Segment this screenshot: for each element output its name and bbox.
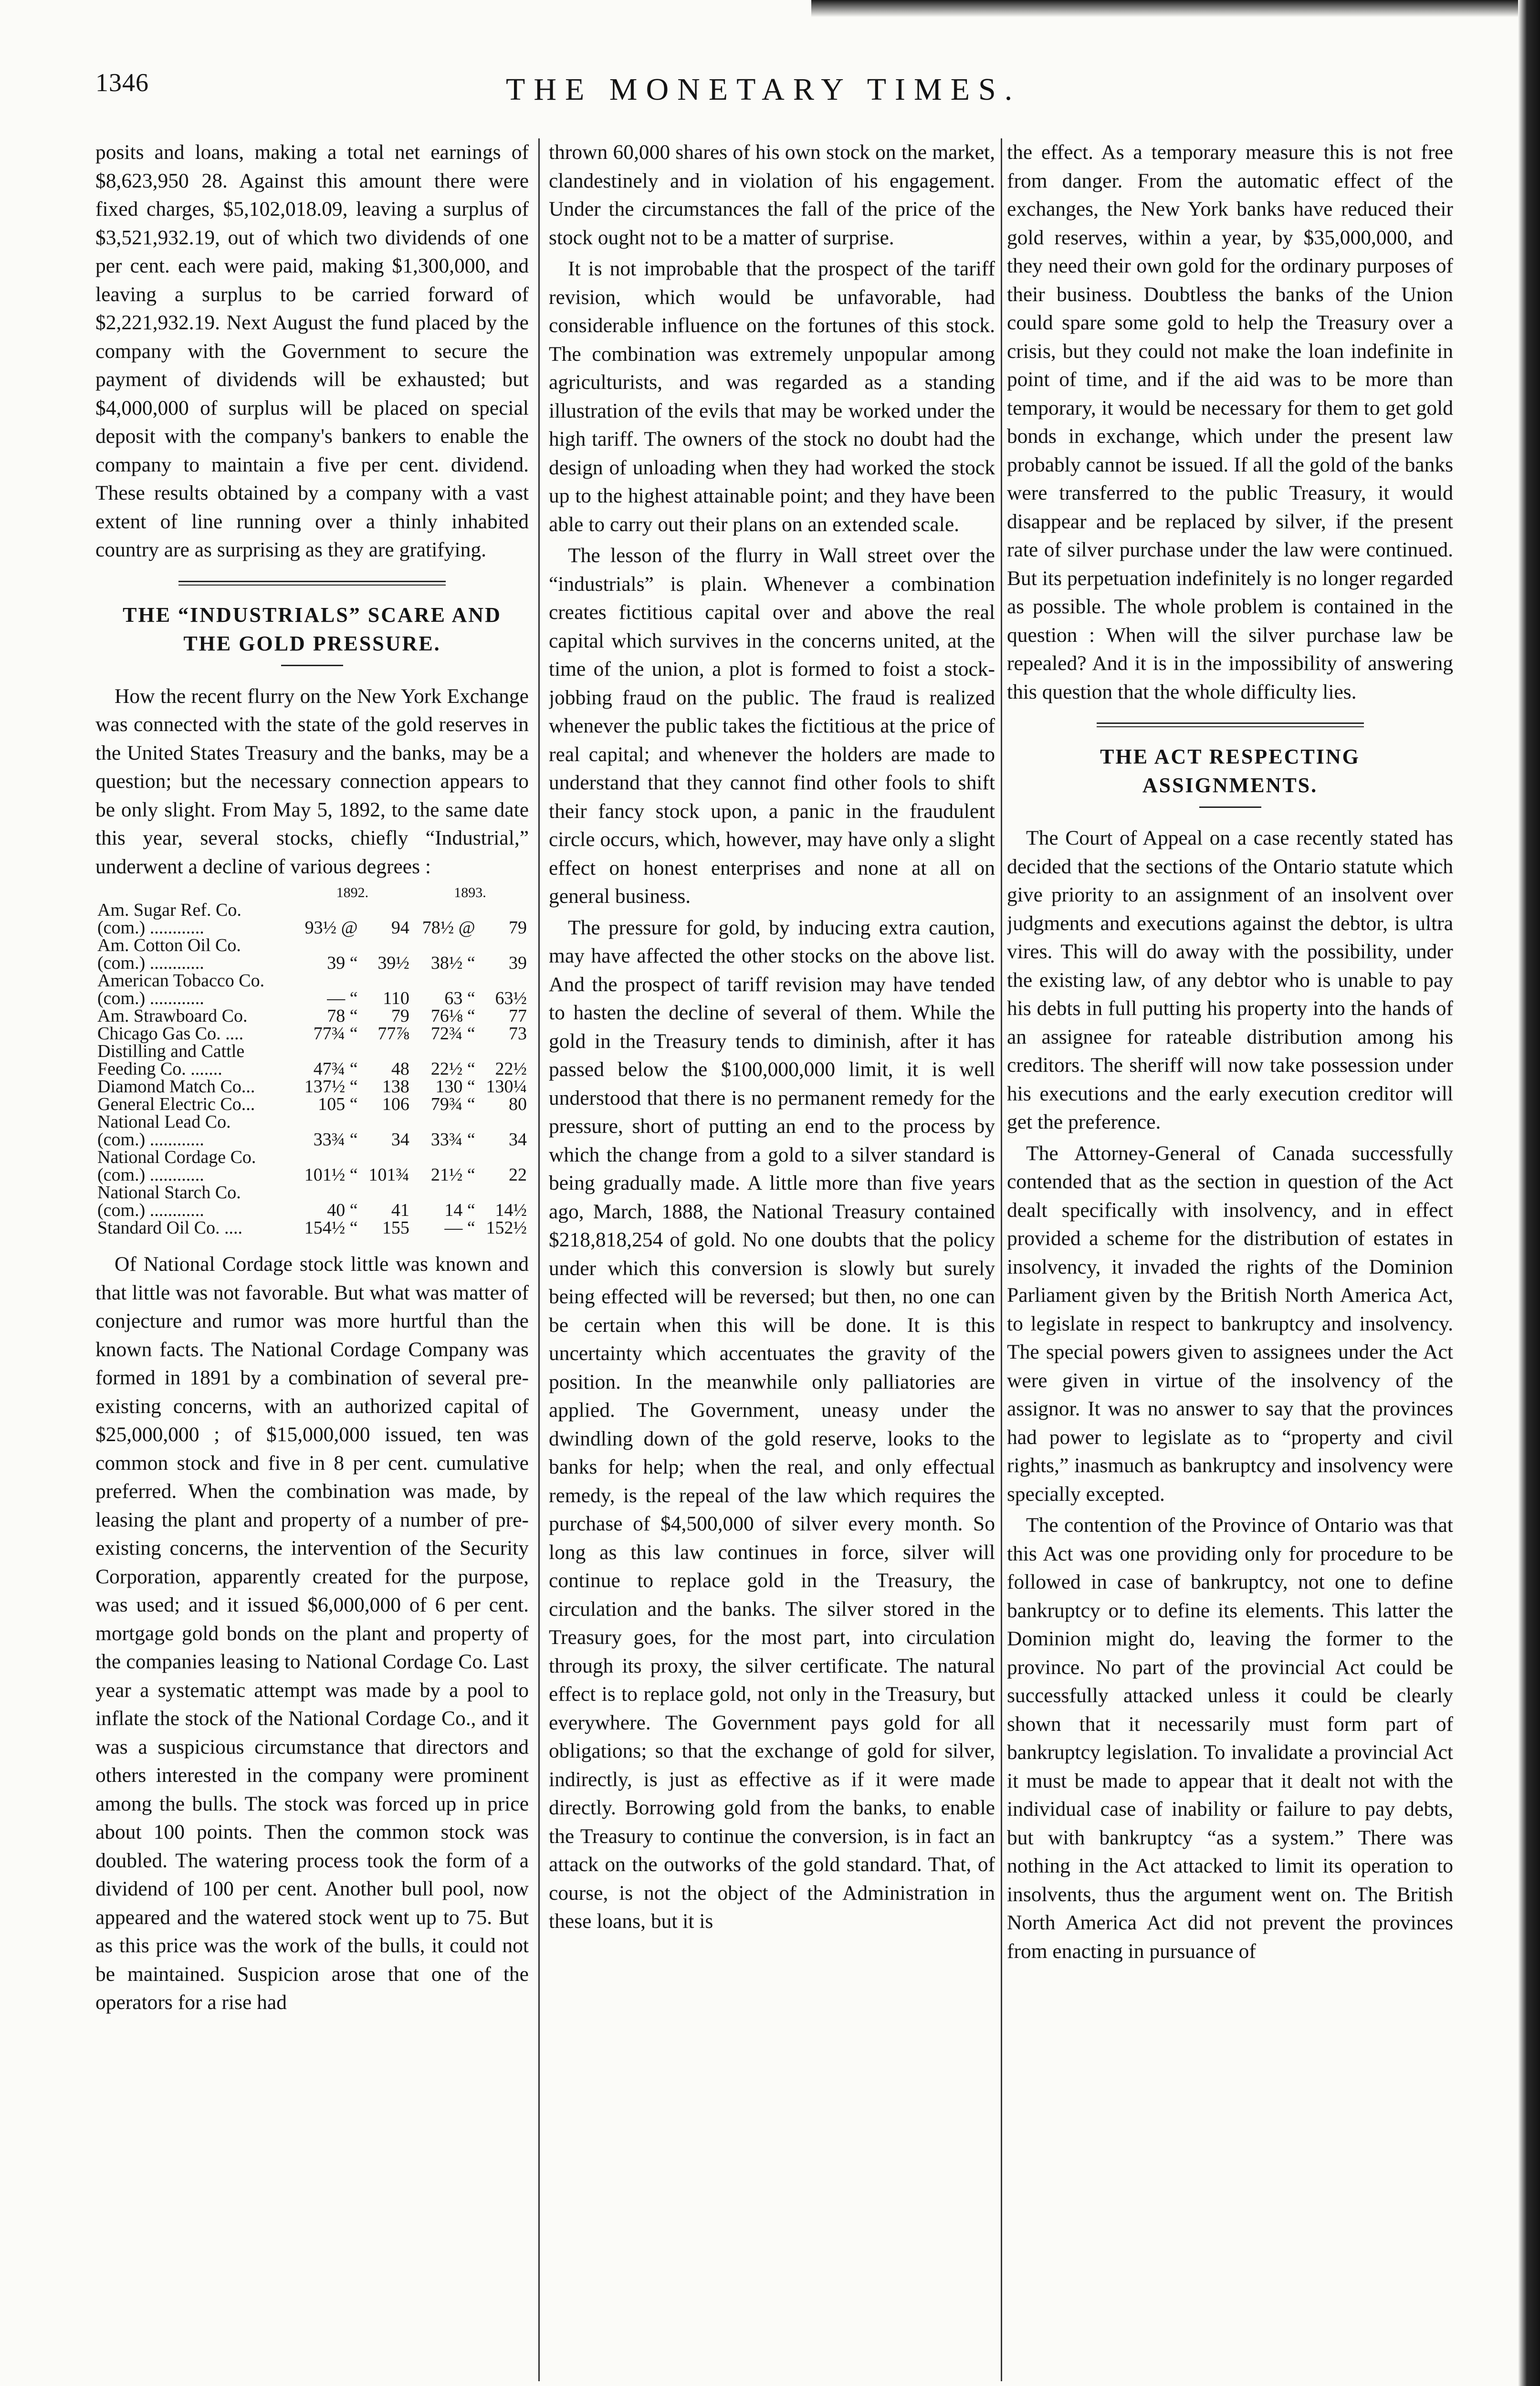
price-1892-low	[293, 1184, 360, 1202]
table-row	[95, 1060, 529, 1078]
stock-name: (com.) ............	[97, 953, 204, 973]
price-1893-low	[411, 937, 477, 954]
table-row	[95, 1007, 529, 1025]
table-row	[95, 1043, 529, 1060]
price-1892-high: 106	[382, 1094, 409, 1114]
price-1892-high	[360, 1043, 411, 1060]
price-1893-high: 22½	[495, 1059, 527, 1079]
stock-name: Am. Cotton Oil Co.	[97, 935, 241, 955]
price-1893-high: 79	[509, 918, 527, 938]
paragraph: Of National Cordage stock little was known and that little was not favorable. But what was matter of conjecture and rumor was more hurtful than the known facts. The National Cordage Company was formed in 1891 by a combination of several pre-existing concerns, with an authorized capital of $25,000,000 ; of $15,000,000 issued, ten was common stock and five in 8 per cent. cumulative preferred. When the combination was made, by leasing the plant and property of a number of pre-existing concerns, the intervention of the Security Corporation, apparently created for the purpose, was used; and it issued $6,000,000 of 6 per cent. mortgage gold bonds on the plant and property of the companies leasing to National Cordage Co. Last year a systematic attempt was made by a pool to inflate the stock of the National Cordage Co., and it was a suspicious circumstance that directors and others interested in the company were prominent among the bulls. The stock was forced up in price about 100 points. Then the common stock was doubled. The watering process took the form of a dividend of 100 per cent. Another bull pool, now appeared and the watered stock went up to 75. But as this price was the work of the bulls, it could not be maintained. Suspicion arose that one of the operators for a rise had	[95, 1253, 529, 2014]
table-row	[95, 954, 529, 972]
price-1892-low	[293, 937, 360, 954]
price-1893-high: 39	[509, 953, 527, 973]
price-1893-low	[411, 972, 477, 990]
price-1893-high	[477, 972, 529, 990]
price-1893-low	[411, 1113, 477, 1131]
column-left	[95, 138, 529, 2381]
price-1893-high	[477, 937, 529, 954]
price-1892-high	[360, 901, 411, 919]
stock-name: (com.) ............	[97, 1165, 204, 1185]
running-title: THE MONETARY TIMES.	[506, 72, 1021, 107]
price-1893-high: 34	[509, 1130, 527, 1150]
paragraph: The lesson of the flurry in Wall street over the “industrials” is plain. Whenever a combination creates fictitious capital over and above the real capital which survives in the concerns united, at the time of the union, a plot is formed to foist a stock-jobbing fraud on the public. The fraud is realized whenever the public takes the fictitious at the price of real capital; and whenever the holders are made to understand that they cannot find other fools to shift their fancy stock upon, a panic in the fraudulent circle occurs, which, however, may have only a slight effect on honest enterprises and none at all on general business.	[549, 544, 995, 908]
table-row	[95, 1096, 529, 1113]
column-rule	[538, 138, 540, 2381]
stock-name: Diamond Match Co...	[97, 1077, 255, 1097]
price-1893-low: 130 “	[435, 1077, 475, 1097]
table-row	[95, 919, 529, 937]
price-1893-high: 152½	[486, 1218, 527, 1238]
price-1892-low: 47¾ “	[313, 1059, 358, 1079]
section-divider	[1097, 722, 1364, 727]
stock-name: Standard Oil Co. ....	[97, 1218, 242, 1238]
price-1892-high	[360, 1184, 411, 1202]
price-1893-high	[477, 1043, 529, 1060]
stock-name: (com.) ............	[97, 1200, 204, 1220]
price-1892-high	[360, 972, 411, 990]
price-1892-high	[360, 937, 411, 954]
price-1892-high: 77⅞	[377, 1024, 409, 1044]
section-divider	[178, 581, 446, 586]
paragraph: posits and loans, making a total net earnings of $8,623,950 28. Against this amount there were fixed charges, $5,102,018.09, leaving a surplus of $3,521,932.19, out of which two dividends of one per cent. each were paid, making $1,300,000, and leaving a surplus to be carried forward of $2,221,932.19. Next August the fund placed by the company with the Government to secure the payment of dividends will be exhausted; but $4,000,000 of surplus will be placed on special deposit with the company's bankers to enable the company to maintain a five per cent. dividend. These results obtained by a company with a vast extent of line running over a thinly inhabited country are as surprising as they are gratifying.	[95, 141, 529, 561]
paragraph: The contention of the Province of Ontario was that this Act was one providing only for procedure to be followed in case of bankruptcy, not one to define bankruptcy or to define its elements. This latter the Dominion might do, leaving the former to the province. No part of the provincial Act could be successfully attacked unless it could be clearly shown that it necessarily must form part of bankruptcy legislation. To invalidate a provincial Act it must be made to appear that it dealt not with the individual case of inability or failure to pay debts, but with bankruptcy “as a system.” There was nothing in the Act attacked to limit its operation to insolvents, thus the argument went on. The British North America Act did not prevent the provinces from enacting in pursuance of	[1007, 1514, 1453, 1963]
section-heading-assignments: THE ACT RESPECTING ASSIGNMENTS.	[1100, 745, 1360, 797]
price-1893-high: 14½	[495, 1200, 527, 1220]
stock-name: National Lead Co.	[97, 1112, 231, 1132]
price-1893-low: 63 “	[444, 988, 475, 1008]
table-row	[95, 1025, 529, 1043]
price-1892-high: 79	[391, 1006, 409, 1026]
page-number: 1346	[95, 68, 149, 97]
price-1892-high: 41	[391, 1200, 409, 1220]
price-1893-low: 33¾ “	[430, 1130, 475, 1150]
stock-name: Am. Strawboard Co.	[97, 1006, 248, 1026]
price-1893-low: 21½ “	[430, 1165, 475, 1185]
table-row	[95, 1149, 529, 1166]
stock-name: Distilling and Cattle	[97, 1041, 245, 1061]
price-1892-high: 110	[383, 988, 409, 1008]
price-1892-low: 39 “	[327, 953, 358, 973]
price-1893-high	[477, 901, 529, 919]
price-1892-low: 78 “	[327, 1006, 358, 1026]
price-1893-high	[477, 1184, 529, 1202]
paragraph: The pressure for gold, by inducing extra caution, may have affected the other stocks on the above list. And the prospect of tariff revision may have tended to hasten the decline of several of them. While the gold in the Treasury tends to diminish, after it has passed below the $100,000,000 limit, it is well understood that there is no permanent remedy for the pressure, short of putting an end to the process by which the change from a gold to a silver standard is being gradually made. A little more than five years ago, March, 1888, the National Treasury contained $218,818,254 of gold. No one doubts that the policy under which this conversion is slowly but surely being effected will be reversed; but then, no one can be certain when this will be done. It is this uncertainty which accentuates the gravity of the position. In the meanwhile only palliatories are applied. The Government, uneasy under the dwindling down of the gold reserve, looks to the banks for help; when the real, and only effectual remedy, is the repeal of the law which requires the purchase of $4,500,000 of silver every month. So long as this law continues in force, silver will continue to replace gold in the Treasury, the circulation and the banks. The silver stored in the Treasury goes, for the most part, into circulation through its proxy, the silver certificate. The natural effect is to replace gold, not only in the Treasury, but everywhere. The Government pays gold for all obligations; so that the exchange of gold for silver, indirectly, is just as effective as if it were made directly. Borrowing gold from the banks, to enable the Treasury to continue the conversion, is in fact an attack on the outworks of the gold standard. That, of course, is not the object of the Administration in these loans, but it is	[549, 916, 995, 1933]
scan-shadow	[811, 0, 1540, 17]
paragraph: thrown 60,000 shares of his own stock on the market, clandestinely and in violation of his engagement. Under the circumstances the fall of the price of the stock ought not to be a matter of surprise.	[549, 141, 995, 249]
price-1892-high: 101¾	[368, 1165, 409, 1185]
price-1892-low	[293, 1149, 360, 1166]
table-row	[95, 1202, 529, 1219]
column-middle	[549, 138, 995, 2381]
paragraph: the effect. As a temporary measure this is not free from danger. From the automatic effect of the exchanges, the New York banks have reduced their gold reserves, within a year, by $35,000,000, and they need their own gold for the ordinary purposes of their business. Doubtless the banks of the Union could spare some gold to help the Treasury over a crisis, but they could not make the loan indefinite in point of time, and if the aid was to be more than temporary, it would be necessary for them to get gold bonds in exchange, which under the present law probably cannot be issued. If all the gold of the banks were transferred to the public Treasury, it would disappear and be replaced by silver, if the present rate of silver purchase under the law were continued. But its perpetuation indefinitely is no longer regarded as possible. The whole problem is contained in the question : When will the silver purchase law be repealed? And it is in the impossibility of answering this question that the whole difficulty lies.	[1007, 141, 1453, 703]
price-1893-low: 79¾ “	[430, 1094, 475, 1114]
price-1893-low: 76⅛ “	[430, 1006, 475, 1026]
table-row	[95, 1184, 529, 1202]
price-1893-low: 38½ “	[430, 953, 475, 973]
price-1892-high: 138	[382, 1077, 409, 1097]
section-heading-industrials: THE “INDUSTRIALS” SCARE AND THE GOLD PRESSURE.	[123, 603, 502, 655]
table-header-blank	[95, 884, 293, 901]
price-1893-low: — “	[444, 1218, 475, 1238]
price-1893-low	[411, 901, 477, 919]
price-1892-low: 77¾ “	[313, 1024, 358, 1044]
stock-name: (com.) ............	[97, 988, 204, 1008]
paragraph: It is not improbable that the prospect of the tariff revision, which would be unfavorable, had considerable influence on the fortunes of this stock. The combination was extremely unpopular among agriculturists, and was regarded as a standing illustration of the evils that may be worked under the high tariff. The owners of the stock no doubt had the design of unloading when they had worked the stock up to the highest attainable point; and they have been able to carry out their plans on an extended scale.	[549, 257, 995, 536]
price-1892-low: — “	[327, 988, 358, 1008]
stock-name: American Tobacco Co.	[97, 971, 265, 991]
price-1892-low	[293, 901, 360, 919]
table-row	[95, 1131, 529, 1149]
table-row	[95, 937, 529, 954]
price-1893-low	[411, 1149, 477, 1166]
table-header-year-1892: 1892.	[336, 885, 369, 900]
stock-name: National Starch Co.	[97, 1183, 241, 1203]
paragraph: How the recent flurry on the New York Exchange was connected with the state of the gold reserves in the United States Treasury and the banks, may be a question; but the necessary connection appears to be only slight. From May 5, 1892, to the same date this year, several stocks, chiefly “Industrial,” underwent a decline of various degrees :	[95, 684, 529, 878]
table-row	[95, 1219, 529, 1237]
column-rule	[1001, 138, 1002, 2381]
price-1892-low	[293, 1113, 360, 1131]
price-1893-high: 73	[509, 1024, 527, 1044]
price-1893-high: 130¼	[486, 1077, 527, 1097]
table-row	[95, 1078, 529, 1096]
stock-name: Am. Sugar Ref. Co.	[97, 900, 241, 920]
stock-name: Feeding Co. .......	[97, 1059, 222, 1079]
price-1892-high: 39½	[377, 953, 409, 973]
price-1892-high	[360, 1113, 411, 1131]
paragraph: The Court of Appeal on a case recently stated has decided that the sections of the Ontario statute which give priority to an assignment of an insolvent over judgments and executions against the debtor, is ultra vires. This will do away with the possibility, under the existing law, of any debtor who is unable to pay his debts in full putting his property into the hands of an assignee for rateable distribution among his creditors. The sheriff will now take possession under his executions and the early execution creditor will get the preference.	[1007, 827, 1453, 1133]
price-1893-high: 80	[509, 1094, 527, 1114]
price-1893-high: 22	[509, 1165, 527, 1185]
page-header	[0, 62, 1540, 115]
stock-name: (com.) ............	[97, 918, 204, 938]
price-1892-low: 93½ @	[304, 918, 358, 938]
table-row	[95, 1166, 529, 1184]
price-1892-low	[293, 1043, 360, 1060]
price-1892-low: 33¾ “	[313, 1130, 358, 1150]
price-1892-high: 34	[391, 1130, 409, 1150]
price-1893-low	[411, 1184, 477, 1202]
price-1893-high	[477, 1113, 529, 1131]
stock-name: (com.) ............	[97, 1130, 204, 1150]
price-1893-low: 22½ “	[430, 1059, 475, 1079]
price-1893-low: 72¾ “	[430, 1024, 475, 1044]
price-1892-low: 101½ “	[304, 1165, 358, 1185]
price-1893-low: 78½ @	[422, 918, 475, 938]
stock-decline-table	[95, 884, 529, 1237]
price-1892-high: 48	[391, 1059, 409, 1079]
heading-rule	[281, 665, 343, 666]
column-right	[1007, 138, 1453, 2381]
price-1892-low: 154½ “	[304, 1218, 358, 1238]
stock-name: National Cordage Co.	[97, 1147, 256, 1167]
price-1892-low: 137½ “	[304, 1077, 358, 1097]
table-header-year-1893: 1893.	[454, 885, 486, 900]
price-1892-high	[360, 1149, 411, 1166]
price-1892-high: 155	[382, 1218, 409, 1238]
table-header-row	[95, 884, 529, 901]
table-row	[95, 972, 529, 990]
table-row	[95, 1113, 529, 1131]
price-1893-high: 63½	[495, 988, 527, 1008]
table-row	[95, 990, 529, 1007]
scan-edge	[1518, 0, 1540, 2386]
price-1893-high: 77	[509, 1006, 527, 1026]
stock-name: Chicago Gas Co. ....	[97, 1024, 244, 1044]
price-1892-low: 105 “	[318, 1094, 358, 1114]
price-1893-low: 14 “	[444, 1200, 475, 1220]
stock-name: General Electric Co...	[97, 1094, 255, 1114]
table-row	[95, 901, 529, 919]
price-1892-low	[293, 972, 360, 990]
price-1893-high	[477, 1149, 529, 1166]
price-1893-low	[411, 1043, 477, 1060]
price-1892-high: 94	[391, 918, 409, 938]
heading-rule	[1199, 806, 1261, 808]
paragraph: The Attorney-General of Canada successfully contended that as the section in question of the Act dealt specifically with insolvency, and in effect provided a scheme for the distribution of estates in insolvency, it invaded the rights of the Dominion Parliament given by the British North America Act, to legislate in respect to bankruptcy and insolvency. The special powers given to assignees under the Act were given in virtue of the insolvency of the assignor. It was no answer to say that the provinces had power to legislate as to “property and civil rights,” inasmuch as bankruptcy and insolvency were specially excepted.	[1007, 1141, 1453, 1506]
price-1892-low: 40 “	[327, 1200, 358, 1220]
